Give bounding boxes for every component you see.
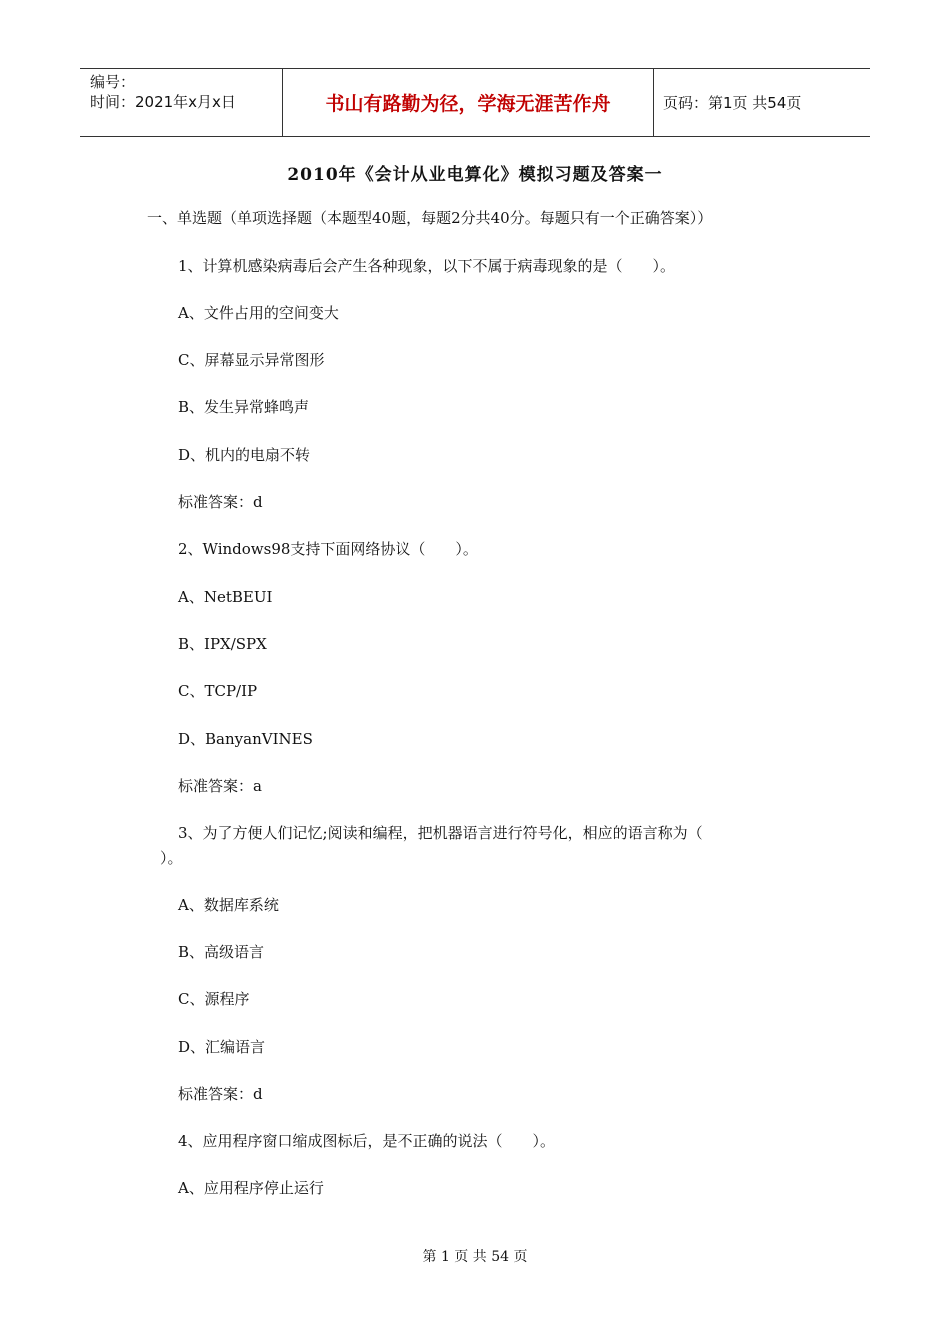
question-2-stem: 2、Windows98支持下面网络协议（ ）。 xyxy=(178,540,478,558)
question-3-stem: 3、为了方便人们记忆;阅读和编程，把机器语言进行符号化，相应的语言称为（ xyxy=(178,824,703,842)
question-3-option: D、汇编语言 xyxy=(178,1038,266,1056)
question-2-option: B、IPX/SPX xyxy=(178,635,267,653)
header-page-info: 页码：第1页 共54页 xyxy=(663,94,802,112)
document-number-label: 编号： xyxy=(90,73,136,91)
question-1-option: D、机内的电扇不转 xyxy=(178,446,311,464)
question-3-option: C、源程序 xyxy=(178,990,250,1008)
question-2-option: C、TCP/IP xyxy=(178,682,258,700)
question-1-option: A、文件占用的空间变大 xyxy=(178,304,339,322)
page-header xyxy=(80,68,870,137)
document-time-label: 时间：2021年x月x日 xyxy=(90,93,236,111)
question-1-option: B、发生异常蜂鸣声 xyxy=(178,398,310,416)
question-2-answer: 标准答案：a xyxy=(178,777,262,795)
question-3-answer: 标准答案：d xyxy=(178,1085,263,1103)
question-1-answer: 标准答案：d xyxy=(178,493,263,511)
page-footer: 第 1 页 共 54 页 xyxy=(422,1249,528,1265)
question-1-option: C、屏幕显示异常图形 xyxy=(178,351,325,369)
section-heading: 一、单选题（单项选择题（本题型40题，每题2分共40分。每题只有一个正确答案）） xyxy=(147,209,713,227)
question-3-option: B、高级语言 xyxy=(178,943,265,961)
question-1-stem: 1、计算机感染病毒后会产生各种现象，以下不属于病毒现象的是（ ）。 xyxy=(178,257,676,275)
question-2-option: A、NetBEUI xyxy=(178,588,273,606)
question-4-stem: 4、应用程序窗口缩成图标后，是不正确的说法（ ）。 xyxy=(178,1132,556,1150)
document-title: 2010年《会计从业电算化》模拟习题及答案一 xyxy=(287,165,663,185)
header-meta-cell xyxy=(80,69,282,136)
header-motto: 书山有路勤为径，学海无涯苦作舟 xyxy=(282,69,654,136)
question-4-option: A、应用程序停止运行 xyxy=(178,1179,324,1197)
question-3-option: A、数据库系统 xyxy=(178,896,279,914)
question-2-option: D、BanyanVINES xyxy=(178,730,313,748)
question-3-stem-continued: ）。 xyxy=(160,849,183,867)
